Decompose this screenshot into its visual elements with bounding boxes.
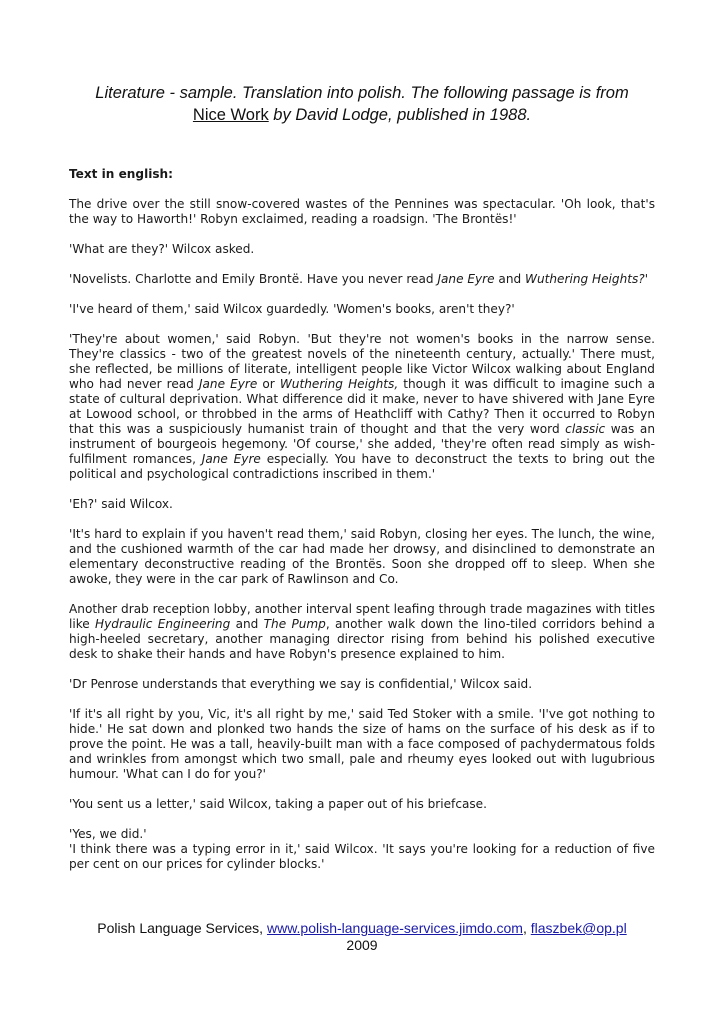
paragraph-8: [69, 602, 655, 662]
p8-italic-hydraulic: Hydraulic Engineering: [95, 617, 231, 631]
p5-text-e: though it was difficult to imagine such a state of cultural deprivation. What difference did it make, never to have shivered with Jane Eyre at Lowood school, or throbbed in the arms of Heathcliff with Cathy? Then it occurred to Robyn that this was a suspiciously humanist train of thought and that the very word: [69, 377, 655, 436]
p8-text-a: Another drab reception lobby, another interval spent leafing through trade magazines with titles like: [69, 602, 655, 631]
p5-text-g: was an instrument of bourgeois hegemony. 'Of course,' she added, 'they're often read simply as wish-fulfilment romances,: [69, 422, 655, 466]
p5-italic-jane-eyre-2: Jane Eyre: [201, 452, 261, 466]
footer-company: Polish Language Services,: [97, 920, 267, 936]
p3-italic-jane-eyre: Jane Eyre: [437, 272, 495, 286]
footer-separator: ,: [522, 920, 531, 936]
paragraph-13: 'I think there was a typing error in it,' said Wilcox. 'It says you're looking for a reduction of five per cent on our prices for cylinder blocks.': [69, 842, 655, 871]
paragraph-6: 'Eh?' said Wilcox.: [69, 497, 173, 511]
p5-text-c: or: [257, 377, 280, 391]
book-title: Nice Work: [192, 106, 269, 124]
footer-website-link[interactable]: www.polish-language-services.jimdo.com: [266, 920, 523, 936]
p8-text-c: and: [230, 617, 264, 631]
section-heading: Text in english:: [69, 167, 174, 181]
paragraph-12: 'Yes, we did.': [69, 827, 147, 841]
footer-email-link[interactable]: flaszbek@op.pl: [530, 920, 627, 936]
p3-italic-wuthering: Wuthering Heights?': [525, 272, 649, 286]
p5-italic-jane-eyre: Jane Eyre: [198, 377, 258, 391]
document-body: [69, 167, 655, 887]
p5-text-i: especially. You have to deconstruct the texts to bring out the political and psychological contradictions inscribed in them.': [69, 452, 655, 481]
page-footer: [0, 920, 724, 954]
paragraph-11: 'You sent us a letter,' said Wilcox, taking a paper out of his briefcase.: [69, 797, 487, 811]
p5-italic-wuthering: Wuthering Heights,: [279, 377, 399, 391]
p5-italic-classic: classic: [565, 422, 606, 436]
paragraph-7: 'It's hard to explain if you haven't read them,' said Robyn, closing her eyes. The lunch, the wine, and the cushioned warmth of the car had made her drowsy, and disinclined to demonstrate an elementary deconstructive reading of the Brontës. Soon she dropped off to sleep. When she awoke, they were in the car park of Rawlinson and Co.: [69, 527, 655, 586]
paragraph-1: The drive over the still snow-covered wastes of the Pennines was spectacular. 'Oh look, that's the way to Haworth!' Robyn exclaimed, reading a roadsign. 'The Brontës!': [69, 197, 655, 226]
title-suffix: by David Lodge, published in 1988.: [268, 106, 532, 124]
p8-italic-pump: The Pump: [263, 617, 326, 631]
paragraph-4: 'I've heard of them,' said Wilcox guardedly. 'Women's books, aren't they?': [69, 302, 515, 316]
paragraph-3: [69, 272, 655, 287]
p5-text-a: 'They're about women,' said Robyn. 'But they're not women's books in the narrow sense. They're classics - two of the greatest novels of the nineteenth century, actually.' There must, she reflected, be millions of literate, intelligent people like Victor Wilcox walking about England who had never read: [69, 332, 655, 391]
paragraph-2: 'What are they?' Wilcox asked.: [69, 242, 255, 256]
document-title: [70, 82, 654, 126]
p3-text-a: 'Novelists. Charlotte and Emily Brontë. Have you never read: [69, 272, 438, 286]
title-prefix: Literature - sample. Translation into polish. The following passage is from: [95, 84, 629, 102]
paragraph-9: 'Dr Penrose understands that everything we say is confidential,' Wilcox said.: [69, 677, 533, 691]
paragraph-10: 'If it's all right by you, Vic, it's all right by me,' said Ted Stoker with a smile. 'I've got nothing to hide.' He sat down and plonked two hands the size of hams on the surface of his desk as if to prove the point. He was a tall, heavily-built man with a face composed of pachydermatous folds and wrinkles from amongst which two small, pale and rheumy eyes looked out with lugubrious humour. 'What can I do for you?': [69, 707, 655, 781]
footer-year: 2009: [346, 937, 378, 953]
paragraph-5: [69, 332, 655, 482]
p3-text-c: and: [494, 272, 526, 286]
p8-text-e: , another walk down the lino-tiled corridors behind a high-heeled secretary, another managing director rising from behind his polished executive desk to shake their hands and have Robyn's presence explained to him.: [69, 617, 655, 661]
